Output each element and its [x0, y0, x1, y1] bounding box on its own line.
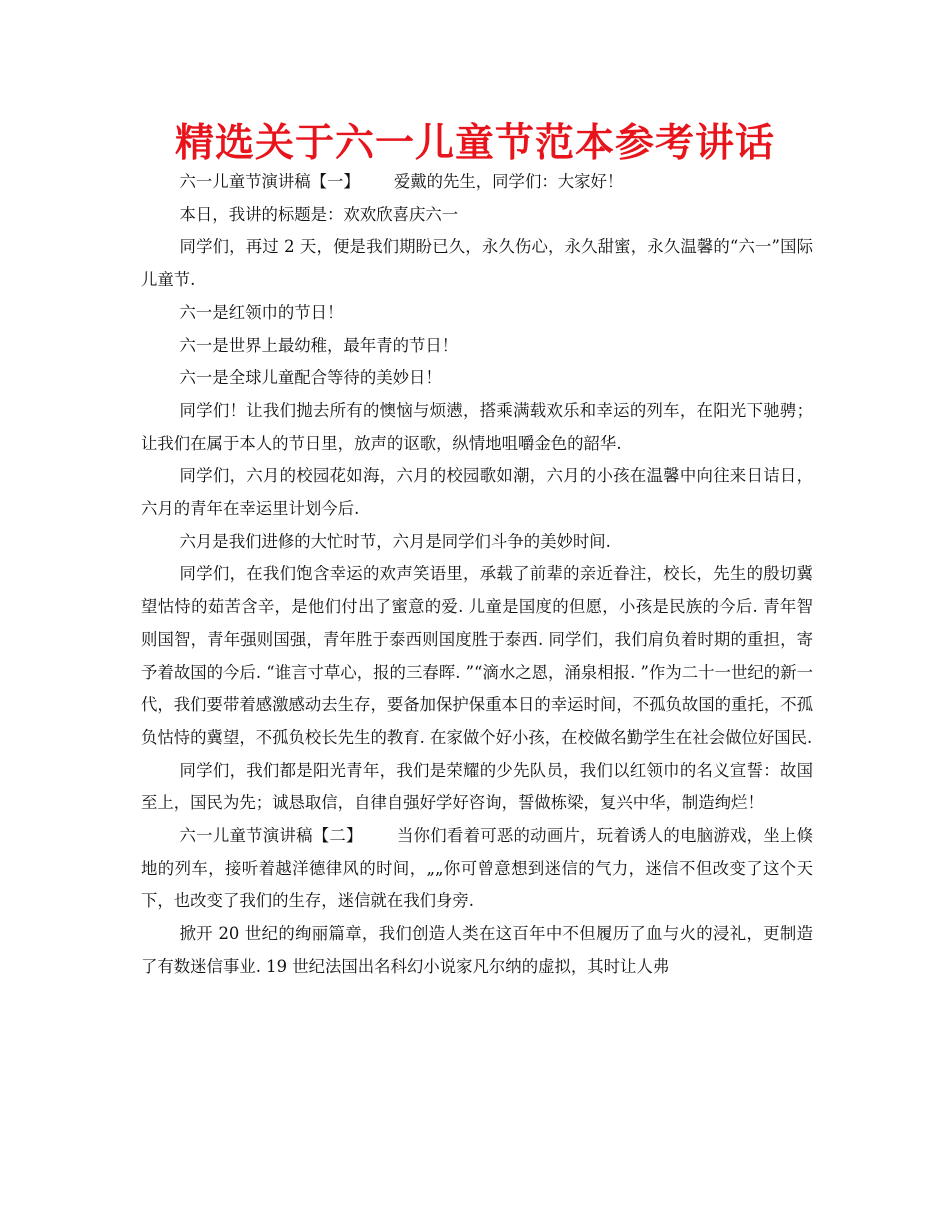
document-body: [141, 166, 813, 984]
paragraph-text: 当你们看着可恶的动画片，玩着诱人的电脑游戏，坐上倏地的列车，接听着越洋德律风的时间，„„你可曾意想到迷信的气力，迷信不但改变了这个天下，也改变了我们的生存，迷信就在我们身旁.: [141, 826, 813, 911]
paragraph: [141, 166, 813, 199]
paragraph: 同学们，六月的校园花如海，六月的校园歌如潮，六月的小孩在温馨中向往来日诘日，六月的青年在幸运里计划今后.: [141, 466, 813, 519]
paragraph: 掀开 20 世纪的绚丽篇章，我们创造人类在这百年中不但履历了血与火的浸礼，更制造了有数迷信事业. 19 世纪法国出名科幻小说家凡尔纳的虚拟，其时让人弗: [141, 924, 813, 976]
paragraph: 同学们！让我们抛去所有的懊恼与烦懑，搭乘满载欢乐和幸运的列车，在阳光下驰骋；让我们在属于本人的节日里，放声的讴歌，纵情地咀嚼金色的韶华.: [141, 400, 813, 453]
paragraph-text: 爱戴的先生，同学们：大家好！: [393, 172, 624, 191]
paragraph: 同学们，在我们饱含幸运的欢声笑语里，承载了前辈的亲近眷注，校长，先生的殷切冀望怙恃的茹苦含辛，是他们付出了蜜意的爱. 儿童是国度的但愿，小孩是民族的今后. 青年智则国智，青年强则国强，青年胜于泰西则国度胜于泰西. 同学们，我们肩负着时期的重担，寄予着故国的今后. “谁言寸草心，报的三春晖. ”“滴水之恩，涌泉相报. ”作为二十一世纪的新一代，我们要带着感激感动去生存，要备加保护保重本日的幸运时间，不孤负故国的重托，不孤负怙恃的冀望，不孤负校长先生的教育. 在家做个好小孩，在校做名勤学生在社会做位好国民.: [141, 564, 814, 747]
page-title: 精选关于六一儿童节范本参考讲话: [174, 121, 775, 166]
paragraph: 六月是我们进修的大忙时节，六月是同学们斗争的美妙时间.: [179, 531, 611, 551]
paragraph: 同学们，我们都是阳光青年，我们是荣耀的少先队员，我们以红领巾的名义宣誓：故国至上，国民为先；诚恳取信，自律自强好学好咨询，誓做栋梁，复兴中华，制造绚烂！: [141, 760, 813, 813]
paragraph: 六一是红领巾的节日！: [179, 302, 344, 322]
section-heading: 六一儿童节演讲稿【二】: [179, 826, 363, 846]
paragraph: [141, 820, 813, 918]
paragraph: 六一是世界上最幼稚，最年青的节日！: [179, 335, 459, 355]
paragraph: 同学们，再过 2 天，便是我们期盼已久，永久伤心，永久甜蜜，永久温馨的“六一”国际儿童节.: [141, 237, 813, 290]
paragraph: 本日，我讲的标题是：欢欢欣喜庆六一: [179, 204, 459, 224]
paragraph: 六一是全球儿童配合等待的美妙日！: [179, 368, 442, 388]
section-heading: 六一儿童节演讲稿【一】: [179, 172, 360, 191]
